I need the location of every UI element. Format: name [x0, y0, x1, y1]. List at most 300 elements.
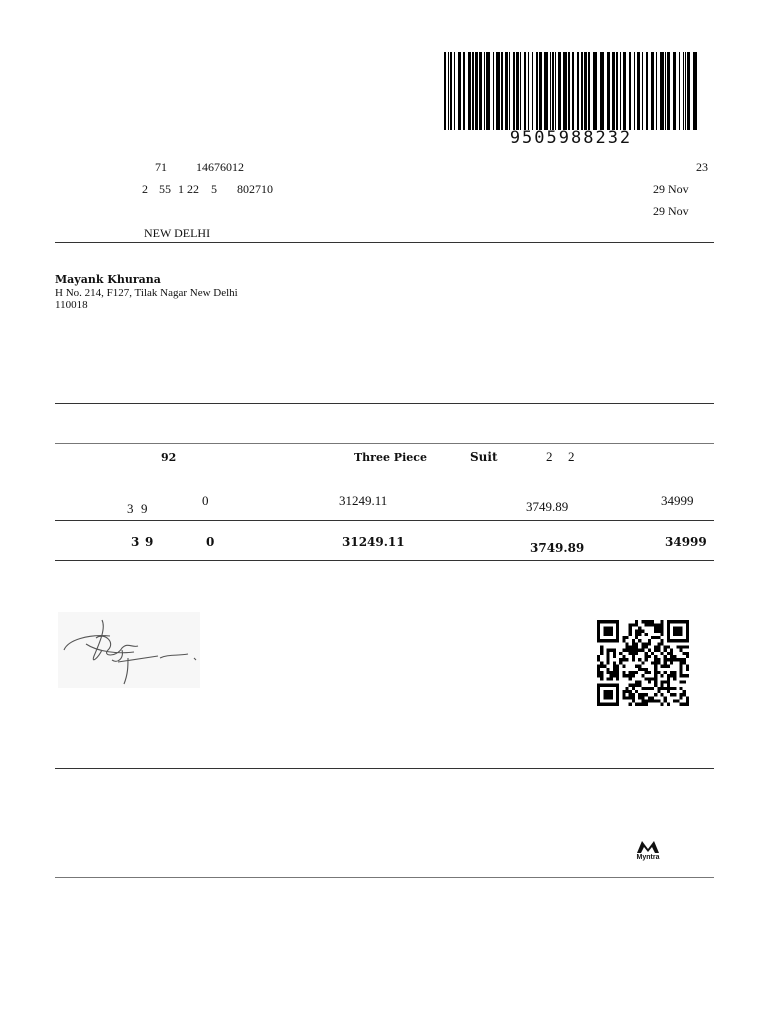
barcode-bar	[577, 52, 579, 130]
qr-module	[679, 661, 682, 664]
qr-module	[645, 668, 648, 671]
qr-module	[603, 690, 613, 700]
item-name: Three Piece	[354, 451, 427, 464]
qr-module	[638, 665, 641, 668]
item-cell: 0	[202, 493, 209, 508]
qr-module	[670, 652, 673, 655]
qr-module	[616, 674, 619, 677]
header-value: 71	[155, 160, 167, 174]
qr-module	[622, 655, 625, 658]
qr-module	[654, 677, 657, 680]
barcode-bar	[660, 52, 664, 130]
barcode-number: 9505988232	[509, 128, 633, 148]
barcode-bar	[479, 52, 482, 130]
qr-module	[616, 684, 619, 706]
logo-text: Myntra	[636, 854, 660, 861]
qr-module	[654, 665, 657, 668]
qr-module	[600, 646, 603, 649]
postal-code: 110018	[55, 299, 88, 311]
qr-module	[657, 642, 660, 645]
barcode-bar	[448, 52, 449, 130]
qr-module	[645, 703, 648, 706]
qr-module	[626, 674, 629, 677]
qr-module	[645, 693, 648, 696]
qr-module	[679, 703, 682, 706]
barcode-bar	[454, 52, 455, 130]
header-date: 29 Nov	[653, 204, 689, 218]
barcode-bar	[520, 52, 521, 130]
qr-module	[629, 633, 632, 636]
qr-module	[629, 649, 632, 652]
qr-module	[654, 668, 657, 671]
barcode-bar	[496, 52, 500, 130]
qr-module	[660, 620, 663, 623]
signature-image	[58, 612, 200, 688]
qr-module	[679, 687, 682, 690]
qr-module	[635, 680, 638, 683]
barcode-bar	[550, 52, 551, 130]
qr-module	[683, 690, 686, 693]
divider	[55, 768, 714, 769]
qr-module	[638, 633, 641, 636]
barcode-bar	[513, 52, 515, 130]
qr-module	[632, 658, 635, 661]
barcode-bar	[493, 52, 494, 130]
qr-module	[622, 674, 625, 677]
item-name: Suit	[470, 450, 498, 464]
qr-module	[638, 649, 641, 652]
qr-module	[613, 668, 616, 671]
qr-module	[626, 696, 629, 699]
qr-module	[657, 623, 660, 626]
barcode-bar	[486, 52, 490, 130]
item-tax: 3749.89	[526, 499, 569, 514]
qr-module	[664, 687, 667, 690]
barcode-bar	[637, 52, 640, 130]
qr-module	[670, 687, 673, 690]
barcode-bar	[558, 52, 561, 130]
qr-module	[664, 671, 667, 674]
qr-module	[673, 699, 676, 702]
barcode-bar	[528, 52, 529, 130]
qr-module	[667, 687, 670, 690]
qr-module	[660, 630, 663, 633]
qr-module	[645, 652, 648, 655]
qr-module	[654, 684, 657, 687]
total-cell: 0	[206, 535, 215, 549]
qr-module	[641, 703, 644, 706]
qr-module	[610, 677, 613, 680]
qr-module	[654, 658, 657, 661]
qr-module	[635, 623, 638, 626]
barcode-bar	[539, 52, 542, 130]
qr-module	[610, 671, 613, 674]
barcode-bar	[536, 52, 538, 130]
qr-module	[632, 623, 635, 626]
qr-module	[619, 652, 622, 655]
header-value: 55	[159, 182, 171, 196]
qr-module	[679, 674, 682, 677]
qr-module	[667, 665, 670, 668]
qr-module	[629, 671, 632, 674]
qr-module	[664, 661, 667, 664]
qr-module	[651, 636, 654, 639]
grand-total: 34999	[665, 535, 707, 549]
qr-module	[597, 684, 619, 687]
qr-module	[626, 646, 629, 649]
qr-module	[597, 639, 619, 642]
qr-module	[616, 671, 619, 674]
qr-module	[679, 693, 682, 696]
qr-module	[638, 668, 641, 671]
qr-module	[654, 627, 657, 630]
qr-module	[667, 703, 670, 706]
qr-module	[651, 687, 654, 690]
qr-module	[679, 680, 682, 683]
qr-module	[664, 665, 667, 668]
barcode-bar	[563, 52, 567, 130]
qr-module	[638, 696, 641, 699]
qr-module	[667, 620, 689, 623]
qr-module	[641, 687, 644, 690]
qr-module	[670, 655, 673, 658]
qr-module	[632, 639, 635, 642]
qr-module	[629, 693, 632, 696]
qr-module	[632, 652, 635, 655]
qr-module	[622, 693, 625, 696]
header-city: NEW DELHI	[144, 226, 211, 240]
qr-module	[622, 658, 625, 661]
qr-module	[654, 680, 657, 683]
qr-module	[613, 671, 616, 674]
qr-module	[667, 677, 670, 680]
qr-module	[622, 649, 625, 652]
qr-module	[648, 623, 651, 626]
barcode-bar	[683, 52, 684, 130]
total-cell: 3	[131, 535, 140, 549]
qr-module	[686, 674, 689, 677]
qr-module	[679, 696, 682, 699]
qr-module	[683, 652, 686, 655]
item-taxable-value: 31249.11	[339, 493, 388, 508]
qr-module	[610, 649, 613, 652]
qr-module	[679, 646, 682, 649]
qr-module	[600, 677, 603, 680]
item-qty: 2	[568, 449, 575, 464]
divider	[55, 877, 714, 878]
qr-module	[632, 646, 635, 649]
qr-module	[673, 655, 676, 658]
qr-module	[683, 680, 686, 683]
qr-module	[660, 623, 663, 626]
barcode-bar	[509, 52, 510, 130]
barcode-bar	[475, 52, 478, 130]
qr-module	[664, 655, 667, 658]
qr-module	[597, 668, 600, 671]
qr-module	[600, 661, 603, 664]
qr-module	[629, 646, 632, 649]
qr-module	[616, 677, 619, 680]
qr-module	[635, 649, 638, 652]
qr-module	[676, 699, 679, 702]
qr-module	[657, 699, 660, 702]
item-qty: 2	[546, 449, 553, 464]
qr-module	[657, 671, 660, 674]
qr-module	[660, 684, 663, 687]
qr-module	[648, 639, 651, 642]
qr-module	[648, 696, 651, 699]
barcode-bar	[588, 52, 590, 130]
qr-module	[635, 642, 638, 645]
qr-module	[629, 696, 632, 699]
qr-module	[654, 674, 657, 677]
barcode-bar	[555, 52, 556, 130]
qr-module	[673, 693, 676, 696]
qr-module	[648, 671, 651, 674]
qr-module	[660, 680, 663, 683]
total-tax: 3749.89	[530, 541, 585, 555]
qr-module	[626, 642, 629, 645]
qr-module	[657, 661, 660, 664]
header-value: 5	[211, 182, 217, 196]
barcode-bar	[629, 52, 631, 130]
qr-module	[635, 636, 638, 639]
qr-module	[683, 646, 686, 649]
qr-module	[619, 658, 622, 661]
barcode-bar	[646, 52, 648, 130]
qr-module	[632, 642, 635, 645]
qr-module	[651, 620, 654, 623]
qr-module	[638, 630, 641, 633]
qr-module	[619, 661, 622, 664]
qr-module	[635, 630, 638, 633]
qr-module	[629, 690, 632, 693]
divider	[55, 520, 714, 521]
qr-module	[648, 620, 651, 623]
divider	[55, 443, 714, 444]
qr-module	[607, 661, 610, 664]
barcode-bar	[584, 52, 587, 130]
qr-module	[683, 703, 686, 706]
qr-module	[622, 639, 625, 642]
qr-module	[679, 668, 682, 671]
qr-module	[641, 696, 644, 699]
qr-module	[597, 671, 600, 674]
qr-module	[683, 693, 686, 696]
qr-module	[648, 649, 651, 652]
qr-module	[613, 652, 616, 655]
barcode-bar	[572, 52, 574, 130]
qr-module	[648, 699, 651, 702]
qr-module	[654, 649, 657, 652]
qr-module	[645, 620, 648, 623]
qr-module	[654, 699, 657, 702]
qr-module	[648, 680, 651, 683]
qr-module	[607, 652, 610, 655]
qr-module	[635, 684, 638, 687]
qr-module	[597, 620, 619, 623]
barcode-bar	[472, 52, 474, 130]
qr-module	[635, 652, 638, 655]
qr-module	[664, 649, 667, 652]
qr-module	[622, 665, 625, 668]
item-cell: 3	[127, 501, 134, 516]
qr-module	[629, 703, 632, 706]
qr-module	[686, 665, 689, 668]
barcode	[444, 52, 698, 130]
qr-module	[667, 646, 670, 649]
qr-module	[613, 655, 616, 658]
barcode-bar	[593, 52, 597, 130]
qr-module	[597, 703, 619, 706]
qr-module	[645, 699, 648, 702]
qr-module	[664, 658, 667, 661]
qr-module	[622, 636, 625, 639]
qr-module	[660, 703, 663, 706]
total-taxable-value: 31249.11	[342, 535, 405, 549]
qr-module	[664, 699, 667, 702]
qr-module	[626, 649, 629, 652]
qr-module	[667, 684, 670, 687]
qr-module	[683, 661, 686, 664]
qr-module	[648, 655, 651, 658]
header-date: 29 Nov	[653, 182, 689, 196]
qr-module	[629, 652, 632, 655]
qr-module	[645, 671, 648, 674]
qr-module	[660, 627, 663, 630]
qr-module	[657, 646, 660, 649]
qr-module	[635, 633, 638, 636]
qr-module	[667, 690, 670, 693]
barcode-bar	[444, 52, 446, 130]
address-line: H No. 214, F127, Tilak Nagar New Delhi	[55, 287, 238, 299]
qr-module	[641, 620, 644, 623]
divider	[55, 242, 714, 243]
qr-module	[645, 646, 648, 649]
qr-module	[660, 693, 663, 696]
qr-module	[654, 646, 657, 649]
item-code: 92	[161, 451, 177, 464]
qr-module	[635, 620, 638, 623]
qr-module	[670, 649, 673, 652]
qr-module	[670, 674, 673, 677]
qr-module	[686, 646, 689, 649]
qr-module	[622, 696, 625, 699]
qr-module	[670, 671, 673, 674]
qr-module	[667, 620, 670, 642]
qr-module	[641, 649, 644, 652]
qr-module	[651, 661, 654, 664]
qr-module	[657, 687, 660, 690]
barcode-bar	[685, 52, 686, 130]
qr-module	[638, 639, 641, 642]
qr-module	[660, 652, 663, 655]
qr-module	[657, 649, 660, 652]
qr-module	[641, 693, 644, 696]
qr-module	[641, 668, 644, 671]
qr-module	[673, 677, 676, 680]
customer-address	[55, 287, 270, 311]
qr-module	[654, 661, 657, 664]
barcode-bar	[607, 52, 610, 130]
qr-module	[603, 627, 613, 637]
qr-module	[613, 665, 616, 668]
qr-module	[645, 642, 648, 645]
qr-module	[603, 665, 606, 668]
qr-module	[635, 703, 638, 706]
barcode-bar	[568, 52, 570, 130]
qr-module	[686, 703, 689, 706]
qr-module	[648, 642, 651, 645]
qr-module	[632, 687, 635, 690]
barcode-bar	[651, 52, 654, 130]
qr-module	[632, 649, 635, 652]
qr-module	[686, 696, 689, 699]
barcode-bar	[458, 52, 461, 130]
qr-module	[616, 620, 619, 642]
header-value: 1 22	[178, 182, 199, 196]
barcode-bar	[581, 52, 583, 130]
barcode-bar	[532, 52, 533, 130]
qr-module	[616, 668, 619, 671]
qr-module	[597, 665, 600, 668]
qr-module	[657, 658, 660, 661]
qr-module	[664, 680, 667, 683]
qr-module	[667, 680, 670, 683]
qr-module	[683, 674, 686, 677]
total-cell: 9	[145, 535, 154, 549]
qr-module	[667, 674, 670, 677]
qr-module	[654, 671, 657, 674]
qr-module	[607, 649, 610, 652]
qr-module	[686, 652, 689, 655]
qr-module	[657, 630, 660, 633]
barcode-bar	[667, 52, 670, 130]
qr-module	[670, 658, 673, 661]
barcode-bar	[620, 52, 621, 130]
header-value: 23	[696, 160, 708, 174]
qr-module	[638, 627, 641, 630]
qr-module	[597, 655, 600, 658]
qr-module	[607, 668, 610, 671]
header-value: 2	[142, 182, 148, 196]
qr-module	[654, 636, 657, 639]
qr-module	[676, 646, 679, 649]
qr-module	[632, 655, 635, 658]
myntra-logo-icon	[633, 836, 663, 866]
qr-module	[667, 658, 670, 661]
qr-module	[654, 655, 657, 658]
qr-module	[597, 658, 600, 661]
divider	[55, 403, 714, 404]
qr-module	[638, 658, 641, 661]
qr-module	[610, 674, 613, 677]
qr-module	[632, 674, 635, 677]
header-value: 14676012	[196, 160, 244, 174]
barcode-bar	[505, 52, 508, 130]
qr-module	[638, 680, 641, 683]
qr-module	[673, 627, 683, 637]
barcode-bar	[450, 52, 452, 130]
qr-module	[613, 649, 616, 652]
qr-module	[629, 677, 632, 680]
barcode-bar	[673, 52, 676, 130]
barcode-bar	[616, 52, 618, 130]
barcode-bar	[468, 52, 471, 130]
qr-module	[645, 633, 648, 636]
qr-module	[635, 671, 638, 674]
qr-module	[597, 674, 600, 677]
